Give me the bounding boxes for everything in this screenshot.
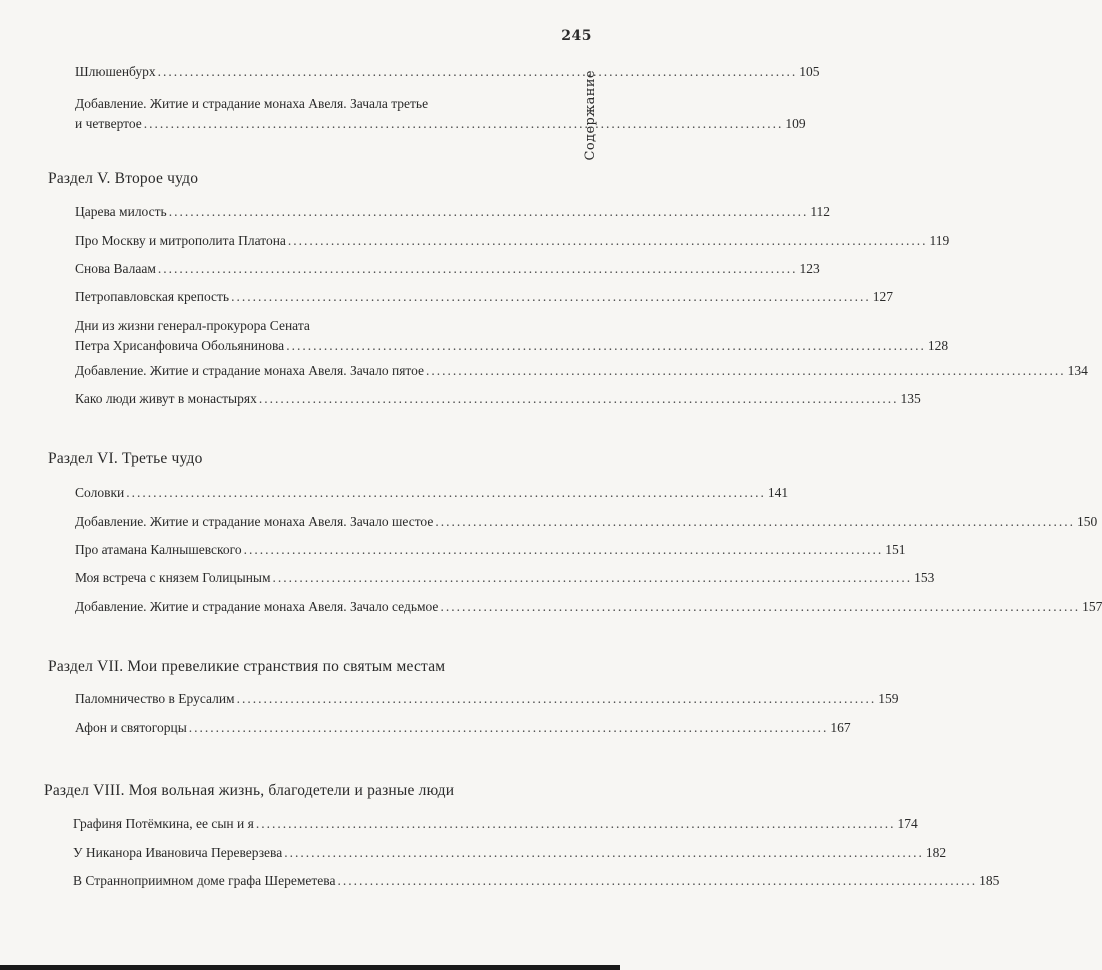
entry-title: Моя встреча с князем Голицыным — [75, 570, 271, 585]
toc-entry[interactable] — [75, 389, 921, 409]
entry-title-line1: Добавление. Житие и страдание монаха Авеля. Зачала третье — [75, 96, 429, 111]
toc-entry[interactable] — [75, 231, 950, 251]
entry-page: 167 — [830, 720, 851, 735]
entry-page: 185 — [979, 873, 1000, 888]
dot-leader: ....................................................................................................................... — [272, 570, 913, 585]
toc-entry[interactable] — [75, 597, 1102, 617]
dot-leader: ....................................................................................................................... — [337, 873, 978, 888]
entry-title: Снова Валаам — [75, 261, 156, 276]
toc-entry[interactable] — [73, 814, 918, 834]
dot-leader: ....................................................................................................................... — [287, 233, 928, 248]
entry-title: и четвертое — [75, 116, 142, 131]
entry-page: 135 — [900, 391, 921, 406]
toc-entry[interactable] — [73, 871, 1000, 891]
dot-leader: ....................................................................................................................... — [188, 720, 829, 735]
section-heading: Раздел VII. Мои превеликие странствия по святым местам — [48, 658, 446, 675]
toc-entry[interactable] — [75, 259, 820, 279]
entry-title: В Странноприимном доме графа Шереметева — [73, 873, 336, 888]
entry-page: 123 — [799, 261, 820, 276]
entry-page: 157 — [1082, 599, 1102, 614]
entry-title: Петропавловская крепость — [75, 289, 230, 304]
dot-leader: ....................................................................................................................... — [255, 816, 896, 831]
toc-entry[interactable] — [75, 483, 789, 503]
entry-page: 127 — [872, 289, 893, 304]
dot-leader: ....................................................................................................................... — [426, 363, 1066, 378]
entry-page: 105 — [799, 64, 820, 79]
dot-leader: ....................................................................................................................... — [126, 485, 766, 500]
toc-entry[interactable] — [75, 689, 899, 709]
entry-title: Добавление. Житие и страдание монаха Авеля. Зачало пятое — [75, 363, 425, 378]
entry-title: Шлюшенбурх — [75, 64, 156, 79]
entry-page: 159 — [878, 691, 899, 706]
entry-title: Царева милость — [75, 204, 167, 219]
toc-entry[interactable] — [75, 62, 820, 82]
dot-leader: ....................................................................................................................... — [435, 514, 1075, 529]
toc-entry[interactable] — [75, 361, 1088, 381]
entry-page: 141 — [767, 485, 789, 500]
dot-leader: ....................................................................................................................... — [258, 391, 899, 406]
section-heading: Раздел V. Второе чудо — [48, 170, 199, 187]
entry-title-line1: Дни из жизни генерал-прокурора Сената — [75, 318, 310, 333]
entry-title: Петра Хрисанфовича Обольянинова — [75, 338, 285, 353]
dot-leader: ....................................................................................................................... — [231, 289, 871, 304]
toc-entry[interactable] — [73, 843, 947, 863]
section-heading: Раздел VIII. Моя вольная жизнь, благодетели и разные люди — [44, 782, 455, 799]
entry-page: 174 — [897, 816, 918, 831]
toc-entry[interactable] — [75, 512, 1098, 532]
entry-title: Соловки — [75, 485, 125, 500]
toc-entry[interactable] — [75, 202, 831, 222]
entry-page: 150 — [1076, 514, 1098, 529]
section-heading: Раздел VI. Третье чудо — [48, 450, 203, 467]
entry-title: Добавление. Житие и страдание монаха Авеля. Зачало седьмое — [75, 599, 439, 614]
page-number: 245 — [561, 28, 592, 44]
page-edge — [0, 965, 620, 970]
entry-title: Како люди живут в монастырях — [75, 391, 257, 406]
dot-leader: ....................................................................................................................... — [286, 338, 926, 353]
entry-title: Паломничество в Ерусалим — [75, 691, 235, 706]
dot-leader: ....................................................................................................................... — [143, 116, 784, 131]
entry-title: У Никанора Ивановича Переверзева — [73, 845, 283, 860]
entry-page: 134 — [1067, 363, 1088, 378]
toc-entry[interactable] — [75, 568, 935, 588]
dot-leader: ....................................................................................................................... — [440, 599, 1081, 614]
entry-page: 182 — [925, 845, 947, 860]
running-head: Содержание — [583, 70, 598, 161]
dot-leader: ....................................................................................................................... — [168, 204, 809, 219]
entry-title: Добавление. Житие и страдание монаха Авеля. Зачало шестое — [75, 514, 434, 529]
toc-entry[interactable] — [75, 94, 806, 134]
entry-page: 109 — [785, 116, 806, 131]
toc-entry[interactable] — [75, 287, 893, 307]
entry-page: 128 — [927, 338, 949, 353]
entry-title: Графиня Потёмкина, ее сын и я — [73, 816, 254, 831]
toc-entry[interactable] — [75, 316, 949, 356]
entry-title: Про Москву и митрополита Платона — [75, 233, 286, 248]
dot-leader: ....................................................................................................................... — [157, 64, 798, 79]
entry-page: 119 — [929, 233, 950, 248]
toc-entry[interactable] — [75, 540, 906, 560]
dot-leader: ....................................................................................................................... — [236, 691, 877, 706]
dot-leader: ....................................................................................................................... — [284, 845, 924, 860]
toc-entry[interactable] — [75, 718, 851, 738]
dot-leader: ....................................................................................................................... — [243, 542, 884, 557]
entry-page: 153 — [914, 570, 935, 585]
dot-leader: ....................................................................................................................... — [157, 261, 798, 276]
entry-title: Про атамана Калнышевского — [75, 542, 242, 557]
entry-title: Афон и святогорцы — [75, 720, 187, 735]
entry-page: 112 — [810, 204, 831, 219]
entry-page: 151 — [885, 542, 906, 557]
